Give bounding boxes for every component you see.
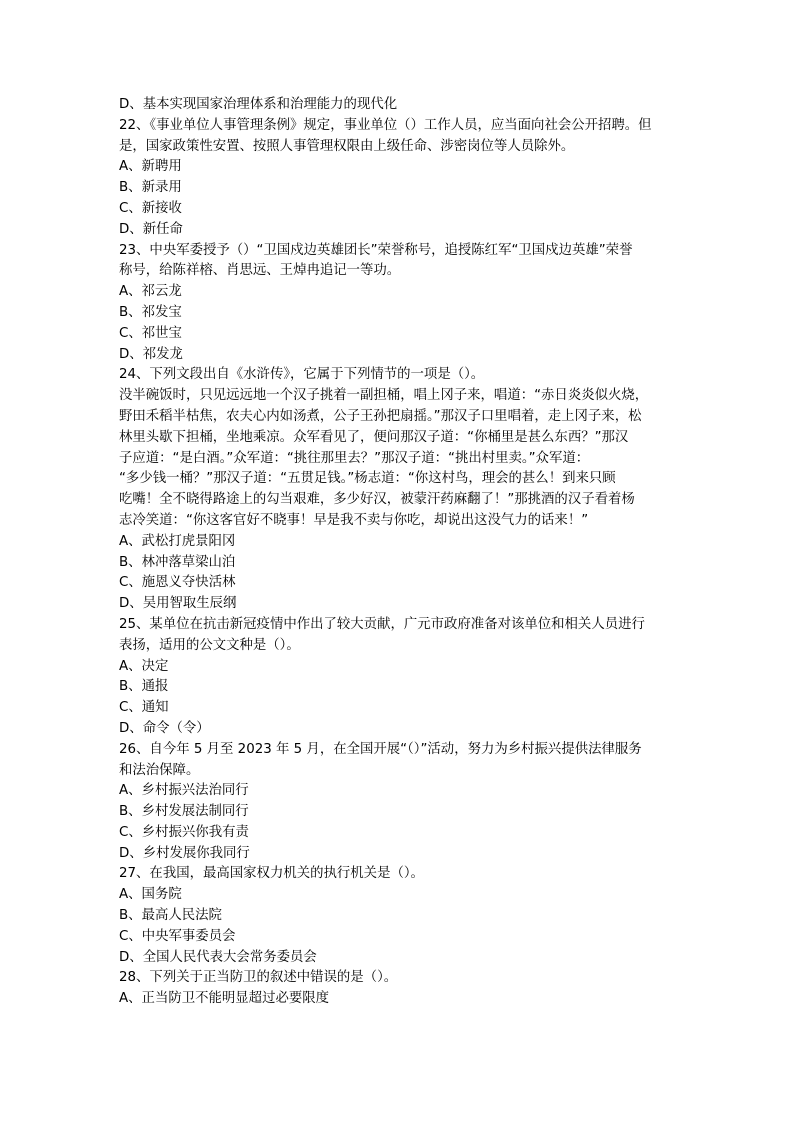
passage-line: 野田禾稻半枯焦，农夫心内如汤煮，公子王孙把扇摇。”那汉子口里唱着，走上冈子来，松 (119, 408, 642, 424)
option-a: A、决定 (119, 658, 169, 674)
option-a: A、新聘用 (119, 159, 182, 175)
option-c: C、乡村振兴你我有责 (119, 824, 249, 840)
question-28-stem: 28、下列关于正当防卫的叙述中错误的是（）。 (119, 970, 398, 986)
question-23-stem: 23、中央军委授予（）“卫国戍边英雄团长”荣誉称号，追授陈红军“卫国戍边英雄”荣誉 (119, 242, 633, 258)
option-b: B、通报 (119, 679, 169, 695)
question-27-stem: 27、在我国，最高国家权力机关的执行机关是（）。 (119, 866, 424, 882)
passage-line: 志冷笑道：“你这客官好不晓事！早是我不卖与你吃，却说出这没气力的话来！” (119, 512, 589, 528)
option-b: B、祁发宝 (119, 304, 182, 320)
option-c: C、祁世宝 (119, 325, 182, 341)
passage-line: 林里头歇下担桶，坐地乘凉。众军看见了，便问那汉子道：“你桶里是甚么东西？”那汉 (119, 429, 629, 445)
option-a: A、国务院 (119, 887, 182, 903)
question-25-stem: 25、某单位在抗击新冠疫情中作出了较大贡献，广元市政府准备对该单位和相关人员进行 (119, 616, 645, 632)
option-d: D、乡村发展你我同行 (119, 845, 250, 861)
option-c: C、中央军事委员会 (119, 928, 236, 944)
question-26-stem: 26、自今年 5 月至 2023 年 5 月，在全国开展“（）”活动，努力为乡村振兴提供法律服务 (119, 741, 642, 757)
passage-line: 吃嘴！全不晓得路途上的勾当艰难，多少好汉，被蒙汗药麻翻了！”那挑酒的汉子看着杨 (119, 492, 635, 508)
option-d: D、新任命 (119, 221, 183, 237)
passage-line: “多少钱一桶？”那汉子道：“五贯足钱。”杨志道：“你这村鸟，理会的甚么！到来只顾 (119, 471, 616, 487)
option-a: A、武松打虎景阳冈 (119, 533, 236, 549)
text-line: 称号，给陈祥榕、肖思远、王焯冉追记一等功。 (119, 263, 401, 279)
passage-line: 没半碗饭时，只见远远地一个汉子挑着一副担桶，唱上冈子来，唱道：“赤日炎炎似火烧， (119, 388, 649, 404)
document-page (119, 95, 679, 1010)
text-line: D、基本实现国家治理体系和治理能力的现代化 (119, 97, 398, 112)
option-c: C、施恩义夺快活林 (119, 575, 236, 591)
text-line: 和法治保障。 (119, 762, 200, 778)
passage-line: 子应道：“是白酒。”众军道：“挑往那里去？”那汉子道：“挑出村里卖。”众军道： (119, 450, 590, 466)
option-c: C、新接收 (119, 200, 182, 216)
option-b: B、乡村发展法制同行 (119, 804, 249, 820)
question-24-stem: 24、下列文段出自《水浒传》，它属于下列情节的一项是（）。 (119, 367, 485, 383)
text-line: 表扬，适用的公文文种是（）。 (119, 637, 300, 653)
text-line: 是，国家政策性安置、按照人事管理权限由上级任命、涉密岗位等人员除外。 (119, 138, 575, 154)
option-a: A、乡村振兴法治同行 (119, 783, 249, 799)
option-b: B、新录用 (119, 180, 182, 196)
option-c: C、通知 (119, 700, 169, 716)
question-22-stem: 22、《事业单位人事管理条例》规定，事业单位（）工作人员，应当面向社会公开招聘。但 (119, 117, 652, 133)
option-b: B、最高人民法院 (119, 908, 222, 924)
option-d: D、吴用智取生辰纲 (119, 596, 237, 612)
option-a: A、祁云龙 (119, 284, 182, 300)
option-d: D、命令（令） (119, 720, 210, 736)
option-b: B、林冲落草梁山泊 (119, 554, 236, 570)
option-a: A、正当防卫不能明显超过必要限度 (119, 991, 330, 1007)
option-d: D、祁发龙 (119, 346, 183, 362)
option-d: D、全国人民代表大会常务委员会 (119, 949, 317, 965)
